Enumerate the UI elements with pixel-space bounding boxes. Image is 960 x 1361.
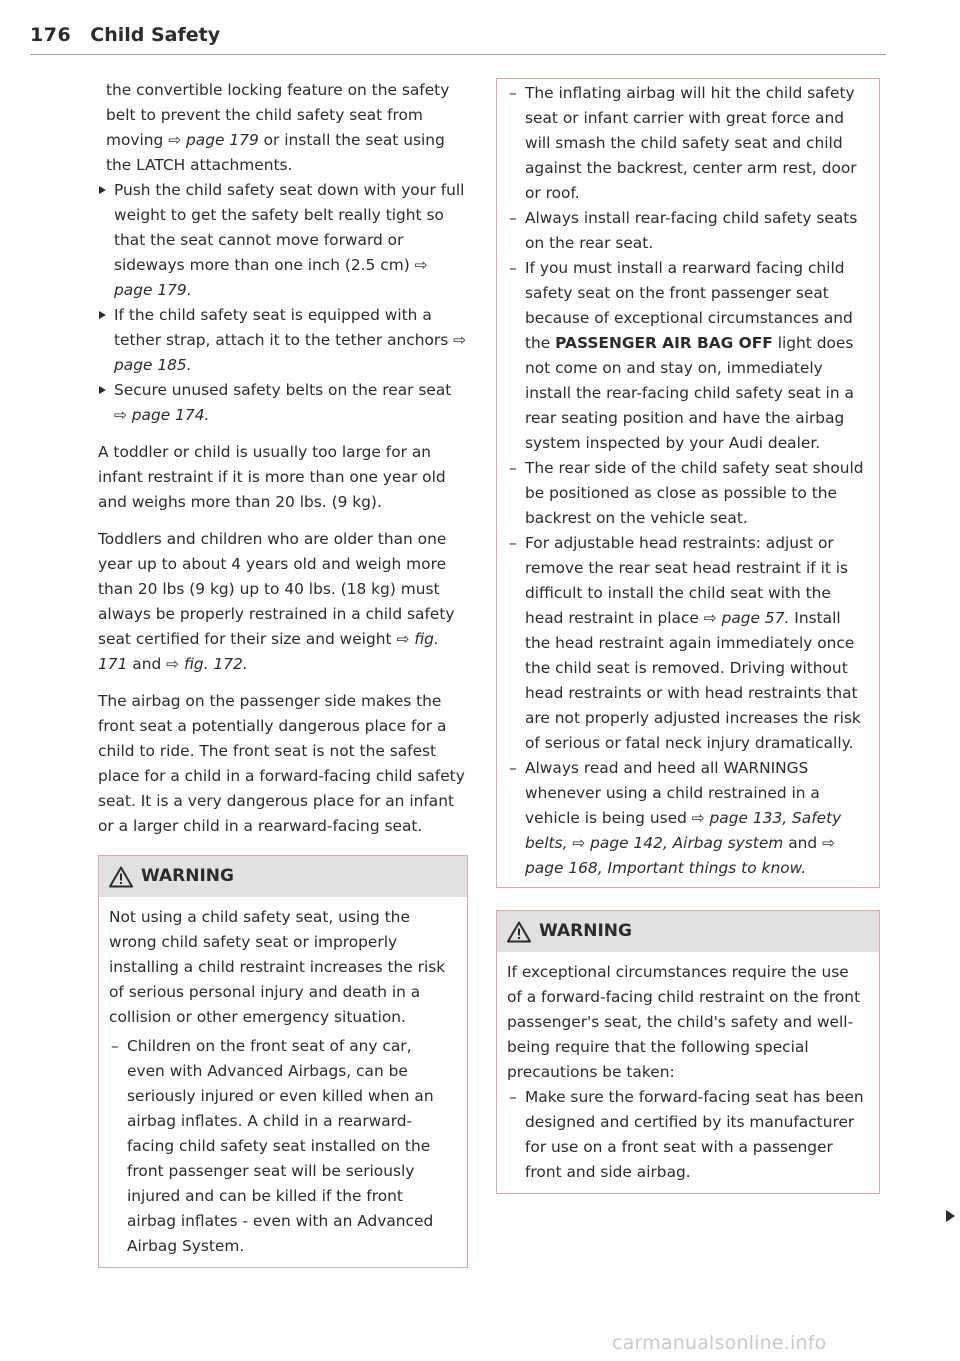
- list-item: – For adjustable head restraints: adjust or remove the rear seat head restraint if it is difficult to install the child seat with the head restraint in place ⇨ page 57. Install the head restraint again immediately once the child seat is removed. Driving without head restraints or with head restraints that are not properly adjusted increases the risk of serious or fatal neck injury dramatically.: [509, 534, 861, 752]
- page-header: [30, 24, 886, 62]
- list-item: – The rear side of the child safety seat should be positioned as close as possible to the backrest on the vehicle seat.: [509, 459, 864, 527]
- page-ref-link[interactable]: ⇨ page 133, Safety belts,: [525, 809, 842, 852]
- continue-arrow-icon[interactable]: [946, 1210, 955, 1222]
- warning-body: [99, 897, 467, 1267]
- figure-ref-link[interactable]: ⇨ fig. 172.: [166, 655, 248, 673]
- page-ref-link[interactable]: ⇨ page 185.: [114, 331, 467, 374]
- warning-header: [497, 911, 879, 952]
- header-divider: [30, 54, 886, 55]
- section-title: Child Safety: [90, 24, 221, 46]
- figure-ref-link[interactable]: ⇨ fig. 171: [98, 630, 439, 673]
- warning-box: [496, 910, 880, 1194]
- page-ref-link[interactable]: ⇨ page 179.: [114, 256, 428, 299]
- page-ref-link[interactable]: ⇨ page 142, Airbag system: [572, 834, 784, 852]
- page-ref-link[interactable]: ⇨ page 179: [168, 131, 259, 149]
- warning-title: WARNING: [539, 921, 632, 941]
- page-ref-link[interactable]: ⇨ page 57.: [703, 609, 790, 627]
- right-column: [496, 78, 880, 1194]
- list-item: – Make sure the forward-facing seat has been designed and certified by its manufacturer for use on a front seat with a passenger front and side airbag.: [509, 1088, 864, 1181]
- list-item: – Always install rear-facing child safety seats on the rear seat.: [509, 209, 858, 252]
- bullet-arrow-icon: [99, 311, 106, 319]
- warning-box: [98, 855, 468, 1268]
- warning-title: WARNING: [141, 866, 234, 886]
- page-ref-link[interactable]: ⇨ page 174.: [114, 406, 210, 424]
- intro-text: the convertible locking feature on the safety belt to prevent the child safety seat from moving: [106, 81, 450, 149]
- warning-body: [497, 952, 879, 1193]
- warning-text: If exceptional circumstances require the use of a forward-facing child restraint on the front passenger's seat, the child's safety and well-being require that the following special precautions be taken:: [507, 963, 861, 1081]
- instruction-list: [98, 178, 468, 428]
- page-ref-link[interactable]: ⇨ page 168, Important things to know.: [525, 834, 835, 877]
- intro-paragraph: [106, 78, 468, 178]
- warning-header: [99, 856, 467, 897]
- paragraph: Toddlers and children who are older than one year up to about 4 years old and weigh more than 20 lbs (9 kg) up to 40 lbs. (18 kg) must always be properly restrained in a child safety seat certified for their size and weight ⇨ fig. 171 and ⇨ fig. 172.: [98, 530, 455, 673]
- page-number: 176: [30, 24, 72, 46]
- list-item: – If you must install a rearward facing child safety seat on the front passenger seat because of exceptional circumstances and the PASSENGER AIR BAG OFF light does not come on and stay on, immediately install the rear-facing child safety seat in a rear seating position and have the airbag system inspected by your Audi dealer.: [509, 259, 854, 452]
- warning-continuation-body: [497, 79, 879, 887]
- warning-text: Not using a child safety seat, using the wrong child safety seat or improperly installing a child restraint increases the risk of serious personal injury and death in a collision or other emergency situation.: [109, 908, 446, 1026]
- bullet-arrow-icon: [99, 186, 106, 194]
- list-item: – Always read and heed all WARNINGS whenever using a child restrained in a vehicle is being used ⇨ page 133, Safety belts, ⇨ page 142, Airbag system and ⇨ page 168, Important things to know.: [509, 759, 842, 877]
- warning-triangle-icon: [109, 866, 133, 888]
- intro-tail: or install the seat using the LATCH attachments.: [106, 131, 445, 174]
- left-column: [98, 78, 468, 1268]
- indicator-label: PASSENGER AIR BAG OFF: [555, 334, 773, 352]
- bullet-arrow-icon: [99, 386, 106, 394]
- warning-triangle-icon: [507, 921, 531, 943]
- list-item: Secure unused safety belts on the rear seat ⇨ page 174.: [98, 378, 468, 428]
- list-item: Push the child safety seat down with your full weight to get the safety belt really tight so that the seat cannot move forward or sideways more than one inch (2.5 cm) ⇨ page 179.: [98, 178, 468, 303]
- watermark: carmanualsonline.info: [612, 1332, 827, 1354]
- paragraph: A toddler or child is usually too large for an infant restraint if it is more than one year old and weighs more than 20 lbs. (9 kg).: [98, 443, 446, 511]
- warning-continuation-box: [496, 78, 880, 888]
- paragraph: The airbag on the passenger side makes the front seat a potentially dangerous place for a child to ride. The front seat is not the safest place for a child in a forward-facing child safety seat. It is a very dangerous place for an infant or a larger child in a rearward-facing seat.: [98, 692, 465, 835]
- list-item: – The inflating airbag will hit the child safety seat or infant carrier with great force and will smash the child safety seat and child against the backrest, center arm rest, door or roof.: [509, 84, 857, 202]
- list-item: – Children on the front seat of any car, even with Advanced Airbags, can be seriously injured or even killed when an airbag inflates. A child in a rearward-facing child safety seat installed on the front passenger seat will be seriously injured and can be killed if the front airbag inflates - even with an Advanced Airbag System.: [111, 1037, 434, 1255]
- list-item: If the child safety seat is equipped with a tether strap, attach it to the tether anchors ⇨ page 185.: [98, 303, 468, 378]
